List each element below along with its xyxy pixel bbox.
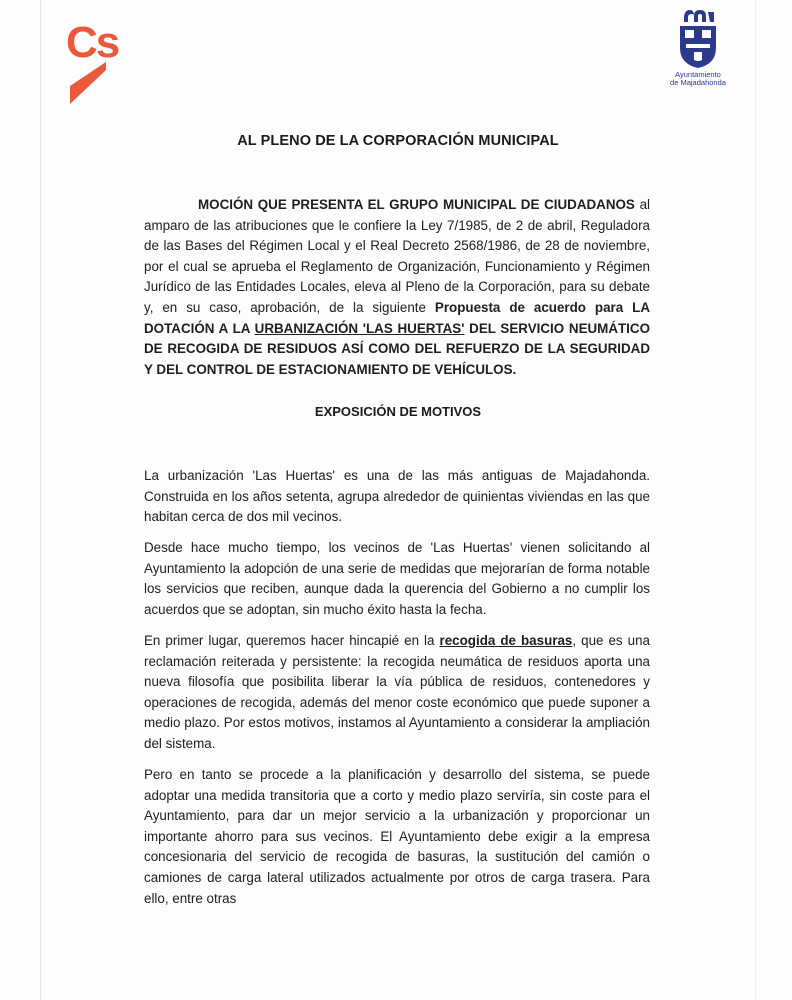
scan-edge-left — [40, 0, 41, 1000]
paragraph-4-text: Pero en tanto se procede a la planificación y desarrollo del sistema, se puede adoptar una medida transitoria que a corto y medio plazo serviría, sin coste para el Ayuntamiento, para dar un mejor servicio a la urbanización y proporcionar un importante ahorro para sus vecinos. El Ayuntamiento debe exigir a la empresa concesionaria del servicio de recogida de basuras, la sustitución del camión o camiones de carga lateral utilizados actualmente por otros de carga trasera. Para ello, entre otras — [144, 767, 650, 906]
document-title: AL PLENO DE LA CORPORACIÓN MUNICIPAL — [237, 133, 559, 149]
cs-logo-text: Cs — [66, 18, 119, 67]
ayuntamiento-crest-icon — [676, 8, 720, 70]
paragraph-3-highlight: recogida de basuras — [439, 633, 573, 648]
ayuntamiento-logo — [662, 8, 734, 92]
ayuntamiento-line2: de Majadahonda — [670, 78, 726, 87]
ayuntamiento-caption — [662, 71, 734, 87]
paragraph-1 — [144, 466, 650, 528]
intro-paragraph — [144, 195, 650, 380]
proposal-lead: Propuesta de acuerdo para LA DOTACIÓN A LA — [144, 299, 650, 336]
proposal-underlined: URBANIZACIÓN 'LAS HUERTAS' — [254, 320, 465, 336]
paragraph-3 — [144, 631, 650, 755]
paragraph-2-text: Desde hace mucho tiempo, los vecinos de 'Las Huertas' vienen solicitando al Ayuntamiento la adopción de una serie de medidas que mejorarían de forma notable los servicios que reciben, aunque dada la querencia del Gobierno a no cumplir los acuerdos que se adoptan, sin mucho éxito hasta la fecha. — [144, 540, 650, 617]
ayuntamiento-line1: Ayuntamiento — [675, 70, 721, 79]
intro-text: al amparo de las atribuciones que le confiere la Ley 7/1985, de 2 de abril, Reguladora de las Bases del Régimen Local y el Real Decreto 2568/1986, de 28 de noviembre, por el cual se aprueba el Reglamento de Organización, Funcionamiento y Régimen Jurídico de las Entidades Locales, eleva al Pleno de la Corporación, para su debate y, en su caso, aprobación, de la siguiente — [144, 197, 650, 315]
paragraph-4 — [144, 765, 650, 909]
section-heading: EXPOSICIÓN DE MOTIVOS — [314, 404, 482, 419]
paragraph-3-start: En primer lugar, queremos hacer hincapié en la — [144, 633, 440, 648]
paragraph-1-text: La urbanización 'Las Huertas' es una de las más antiguas de Majadahonda. Construida en los años setenta, agrupa alrededor de quinientas viviendas en las que habitan cerca de dos mil vecinos. — [144, 468, 650, 525]
paragraph-2 — [144, 538, 650, 620]
paragraph-3-end: , que es una reclamación reiterada y persistente: la recogida neumática de residuos aporta una nueva filosofía que posibilita liberar la vía pública de residuos, contenedores y operaciones de recogida, además del menor coste económico que puede suponer a medio plazo. Por estos motivos, instamos al Ayuntamiento a considerar la ampliación del sistema. — [144, 633, 650, 751]
ciudadanos-logo — [66, 18, 146, 94]
cs-logo-triangle — [70, 62, 106, 106]
proposal-rest: DEL SERVICIO NEUMÁTICO DE RECOGIDA DE RESIDUOS ASÍ COMO DEL REFUERZO DE LA SEGURIDAD Y DEL CONTROL DE ESTACIONAMIENTO DE VEHÍCULOS. — [144, 320, 650, 377]
intro-lead: MOCIÓN QUE PRESENTA EL GRUPO MUNICIPAL DE CIUDADANOS — [198, 197, 635, 212]
scan-edge-right — [755, 0, 756, 1000]
